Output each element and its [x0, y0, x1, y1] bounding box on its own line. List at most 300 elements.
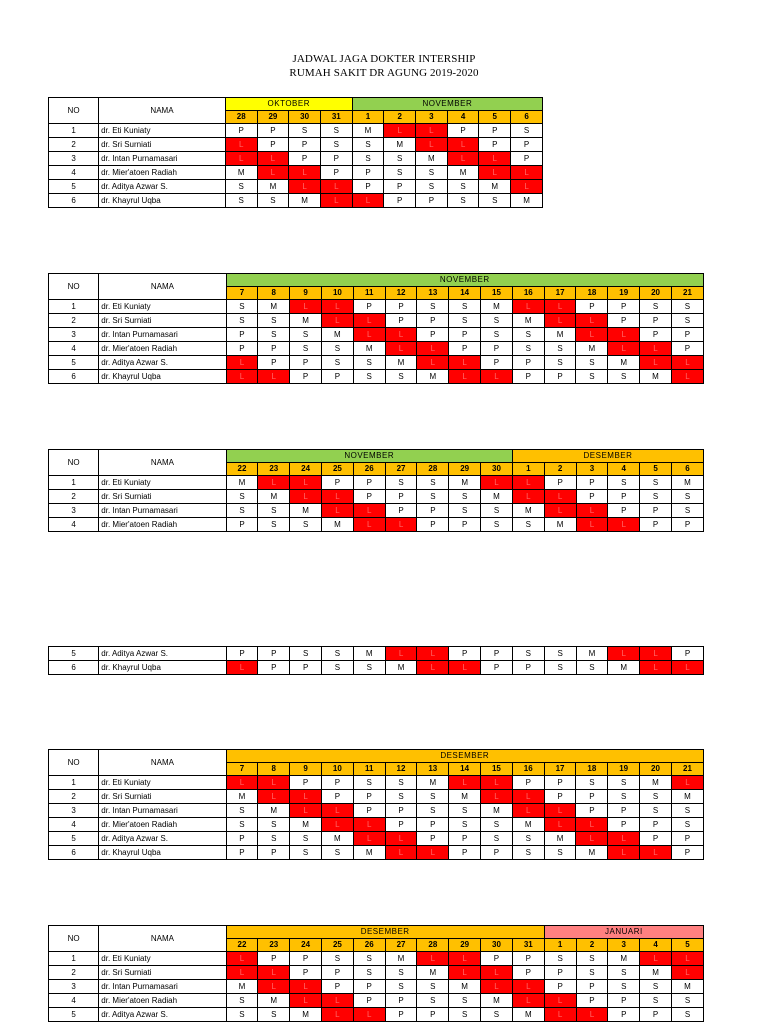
shift-cell: P: [544, 966, 576, 980]
shift-cell: S: [290, 647, 322, 661]
shift-cell: P: [385, 504, 417, 518]
shift-cell: L: [640, 661, 672, 675]
shift-cell: M: [417, 776, 449, 790]
shift-cell: L: [417, 356, 449, 370]
shift-cell: S: [384, 152, 416, 166]
shift-cell: P: [225, 124, 257, 138]
shift-cell: S: [481, 504, 513, 518]
month-header: DESEMBER: [226, 926, 544, 939]
shift-cell: S: [226, 490, 258, 504]
schedule-table-2: [48, 273, 704, 384]
shift-cell: S: [544, 952, 576, 966]
shift-cell: L: [225, 152, 257, 166]
day-header: 23: [258, 939, 290, 952]
shift-cell: M: [576, 846, 608, 860]
shift-cell: P: [512, 952, 544, 966]
shift-cell: P: [479, 138, 511, 152]
day-header: 29: [449, 939, 481, 952]
shift-cell: L: [321, 1008, 353, 1022]
shift-cell: M: [226, 980, 258, 994]
shift-cell: P: [511, 138, 543, 152]
shift-cell: S: [544, 342, 576, 356]
day-header: 24: [290, 463, 322, 476]
shift-cell: M: [479, 180, 511, 194]
shift-cell: S: [671, 1008, 703, 1022]
table-row: [49, 504, 704, 518]
table-row: [49, 194, 543, 208]
shift-cell: L: [353, 518, 385, 532]
table-row: [49, 818, 704, 832]
table-row: [49, 832, 704, 846]
shift-cell: P: [640, 832, 672, 846]
day-header: 10: [321, 763, 353, 776]
day-header: 6: [671, 463, 703, 476]
shift-cell: S: [608, 476, 640, 490]
shift-cell: L: [416, 138, 448, 152]
doctor-name: dr. Mier'atoen Radiah: [99, 818, 226, 832]
shift-cell: S: [608, 790, 640, 804]
shift-cell: M: [481, 300, 513, 314]
shift-cell: L: [449, 356, 481, 370]
shift-cell: M: [512, 818, 544, 832]
schedule-table-3-continued: [48, 646, 704, 675]
day-header: 17: [544, 287, 576, 300]
doctor-name: dr. Intan Purnamasari: [99, 980, 226, 994]
shift-cell: L: [512, 994, 544, 1008]
shift-cell: P: [449, 518, 481, 532]
day-header: 19: [608, 763, 640, 776]
shift-cell: L: [449, 370, 481, 384]
day-header: 15: [481, 287, 513, 300]
shift-cell: M: [321, 832, 353, 846]
shift-cell: P: [352, 166, 384, 180]
shift-cell: S: [226, 804, 258, 818]
shift-cell: L: [226, 966, 258, 980]
day-header: 1: [544, 939, 576, 952]
shift-cell: S: [385, 370, 417, 384]
shift-cell: P: [226, 832, 258, 846]
shift-cell: L: [226, 776, 258, 790]
shift-cell: M: [671, 476, 703, 490]
shift-cell: L: [640, 647, 672, 661]
day-header: 24: [290, 939, 322, 952]
row-number: 4: [49, 994, 99, 1008]
table-row: [49, 166, 543, 180]
shift-cell: P: [640, 314, 672, 328]
day-header: 30: [481, 463, 513, 476]
shift-cell: L: [385, 846, 417, 860]
shift-cell: L: [258, 966, 290, 980]
shift-cell: L: [512, 300, 544, 314]
shift-cell: S: [671, 490, 703, 504]
shift-cell: S: [353, 776, 385, 790]
day-header: 1: [512, 463, 544, 476]
shift-cell: L: [512, 804, 544, 818]
shift-cell: L: [449, 966, 481, 980]
shift-cell: P: [258, 846, 290, 860]
shift-cell: M: [671, 980, 703, 994]
day-header: 4: [608, 463, 640, 476]
shift-cell: M: [290, 818, 322, 832]
shift-cell: L: [481, 370, 513, 384]
shift-cell: P: [385, 1008, 417, 1022]
shift-cell: L: [511, 180, 543, 194]
shift-cell: S: [226, 504, 258, 518]
shift-cell: L: [608, 647, 640, 661]
shift-cell: L: [576, 1008, 608, 1022]
shift-cell: M: [417, 370, 449, 384]
shift-cell: S: [290, 846, 322, 860]
shift-cell: P: [290, 356, 322, 370]
shift-cell: S: [226, 994, 258, 1008]
shift-cell: L: [322, 490, 354, 504]
shift-cell: L: [481, 980, 513, 994]
shift-cell: S: [449, 300, 481, 314]
month-header: JANUARI: [544, 926, 703, 939]
shift-cell: S: [258, 504, 290, 518]
shift-cell: L: [576, 818, 608, 832]
header-nama: NAMA: [99, 750, 226, 776]
shift-cell: P: [321, 980, 353, 994]
shift-cell: L: [512, 476, 544, 490]
shift-cell: L: [449, 661, 481, 675]
shift-cell: S: [321, 846, 353, 860]
shift-cell: P: [226, 342, 258, 356]
shift-cell: P: [544, 476, 576, 490]
day-header: 29: [257, 111, 289, 124]
doctor-name: dr. Khayrul Uqba: [99, 661, 226, 675]
shift-cell: P: [449, 342, 481, 356]
shift-cell: P: [289, 152, 321, 166]
shift-cell: L: [640, 342, 672, 356]
shift-cell: P: [353, 994, 385, 1008]
day-header: 18: [576, 763, 608, 776]
shift-cell: M: [671, 790, 703, 804]
day-header: 5: [640, 463, 672, 476]
day-header: 2: [384, 111, 416, 124]
shift-cell: M: [322, 518, 354, 532]
shift-cell: L: [671, 356, 703, 370]
shift-cell: P: [640, 518, 672, 532]
month-header: NOVEMBER: [226, 274, 703, 287]
shift-cell: L: [447, 152, 479, 166]
shift-cell: P: [544, 790, 576, 804]
day-header: 26: [353, 463, 385, 476]
shift-cell: L: [416, 124, 448, 138]
shift-cell: L: [321, 804, 353, 818]
month-header: NOVEMBER: [226, 450, 512, 463]
shift-cell: S: [671, 314, 703, 328]
shift-cell: S: [385, 776, 417, 790]
shift-cell: M: [353, 647, 385, 661]
shift-cell: L: [385, 328, 417, 342]
day-header: 31: [512, 939, 544, 952]
table-row: [49, 490, 704, 504]
shift-cell: L: [671, 952, 703, 966]
shift-cell: L: [447, 138, 479, 152]
shift-cell: P: [226, 518, 258, 532]
shift-cell: L: [671, 370, 703, 384]
table-row: [49, 476, 704, 490]
day-header: 4: [447, 111, 479, 124]
day-header: 3: [608, 939, 640, 952]
shift-cell: S: [290, 342, 322, 356]
day-header: 15: [481, 763, 513, 776]
shift-cell: L: [671, 776, 703, 790]
table-row: [49, 370, 704, 384]
shift-cell: P: [511, 152, 543, 166]
shift-cell: P: [608, 300, 640, 314]
shift-cell: P: [417, 328, 449, 342]
doctor-name: dr. Eti Kuniaty: [99, 124, 226, 138]
shift-cell: L: [511, 166, 543, 180]
shift-cell: S: [544, 661, 576, 675]
day-header: 11: [353, 763, 385, 776]
shift-cell: S: [512, 647, 544, 661]
day-header: 12: [385, 763, 417, 776]
month-header-row: [49, 926, 704, 939]
shift-cell: L: [608, 342, 640, 356]
shift-cell: P: [353, 804, 385, 818]
shift-cell: M: [226, 790, 258, 804]
row-number: 6: [49, 370, 99, 384]
shift-cell: M: [544, 832, 576, 846]
shift-cell: P: [384, 194, 416, 208]
shift-cell: M: [258, 490, 290, 504]
shift-cell: M: [447, 166, 479, 180]
page-title-line1: JADWAL JAGA DOKTER INTERSHIP: [292, 53, 476, 65]
schedule-table-1: [48, 97, 543, 208]
shift-cell: S: [385, 476, 417, 490]
shift-cell: L: [671, 661, 703, 675]
shift-cell: P: [512, 356, 544, 370]
shift-cell: M: [353, 846, 385, 860]
shift-cell: P: [608, 804, 640, 818]
shift-cell: P: [322, 476, 354, 490]
doctor-name: dr. Sri Surniati: [99, 966, 226, 980]
day-header: 4: [640, 939, 672, 952]
shift-cell: P: [320, 166, 352, 180]
shift-cell: L: [576, 328, 608, 342]
shift-cell: P: [640, 328, 672, 342]
shift-cell: P: [258, 342, 290, 356]
day-header: 27: [385, 939, 417, 952]
shift-cell: P: [608, 994, 640, 1008]
doctor-name: dr. Aditya Azwar S.: [99, 1008, 226, 1022]
doctor-name: dr. Sri Surniati: [99, 138, 226, 152]
shift-cell: L: [290, 490, 322, 504]
shift-cell: M: [290, 314, 322, 328]
shift-cell: S: [290, 328, 322, 342]
month-header-row: [49, 274, 704, 287]
shift-cell: P: [290, 661, 322, 675]
shift-cell: P: [576, 980, 608, 994]
day-header: 17: [544, 763, 576, 776]
shift-cell: L: [290, 476, 322, 490]
day-header: 6: [511, 111, 543, 124]
header-nama: NAMA: [99, 274, 226, 300]
shift-cell: S: [640, 300, 672, 314]
shift-cell: L: [640, 846, 672, 860]
table-row: [49, 1008, 704, 1022]
shift-cell: S: [321, 342, 353, 356]
shift-cell: P: [449, 647, 481, 661]
day-header: 5: [671, 939, 703, 952]
shift-cell: S: [289, 124, 321, 138]
shift-cell: S: [353, 966, 385, 980]
day-header: 7: [226, 287, 258, 300]
shift-cell: M: [512, 314, 544, 328]
shift-cell: L: [608, 832, 640, 846]
shift-cell: L: [353, 314, 385, 328]
shift-cell: L: [258, 790, 290, 804]
shift-cell: P: [290, 370, 322, 384]
shift-cell: M: [384, 138, 416, 152]
shift-cell: S: [449, 1008, 481, 1022]
doctor-name: dr. Eti Kuniaty: [99, 776, 226, 790]
shift-cell: S: [512, 328, 544, 342]
shift-cell: S: [417, 300, 449, 314]
shift-cell: L: [576, 832, 608, 846]
month-header: NOVEMBER: [352, 98, 542, 111]
shift-cell: L: [353, 818, 385, 832]
day-header: 16: [512, 287, 544, 300]
shift-cell: P: [481, 952, 513, 966]
shift-cell: L: [353, 1008, 385, 1022]
shift-cell: S: [352, 138, 384, 152]
shift-cell: L: [479, 152, 511, 166]
shift-cell: M: [640, 966, 672, 980]
shift-cell: S: [417, 476, 449, 490]
day-header: 1: [352, 111, 384, 124]
doctor-name: dr. Eti Kuniaty: [99, 300, 226, 314]
shift-cell: S: [640, 804, 672, 818]
shift-cell: L: [321, 818, 353, 832]
row-number: 5: [49, 647, 99, 661]
shift-cell: P: [385, 804, 417, 818]
row-number: 3: [49, 804, 99, 818]
doctor-name: dr. Aditya Azwar S.: [99, 647, 226, 661]
shift-cell: L: [290, 804, 322, 818]
shift-cell: L: [226, 661, 258, 675]
shift-cell: P: [576, 300, 608, 314]
row-number: 4: [49, 818, 99, 832]
shift-cell: L: [608, 518, 640, 532]
row-number: 5: [49, 180, 99, 194]
shift-cell: P: [321, 370, 353, 384]
day-header: 21: [671, 287, 703, 300]
day-header: 21: [671, 763, 703, 776]
shift-cell: S: [447, 194, 479, 208]
shift-cell: S: [449, 994, 481, 1008]
shift-cell: S: [385, 790, 417, 804]
shift-cell: M: [226, 476, 258, 490]
shift-cell: S: [671, 504, 703, 518]
shift-cell: L: [544, 994, 576, 1008]
shift-cell: S: [417, 490, 449, 504]
shift-cell: P: [290, 776, 322, 790]
shift-cell: S: [449, 504, 481, 518]
day-header: 22: [226, 463, 258, 476]
shift-cell: S: [576, 776, 608, 790]
table-row: [49, 124, 543, 138]
shift-cell: M: [353, 342, 385, 356]
shift-cell: M: [576, 342, 608, 356]
table-row: [49, 980, 704, 994]
day-header: 16: [512, 763, 544, 776]
shift-cell: M: [257, 180, 289, 194]
shift-cell: P: [257, 124, 289, 138]
shift-cell: S: [608, 776, 640, 790]
doctor-name: dr. Mier'atoen Radiah: [99, 166, 226, 180]
header-no: NO: [49, 450, 99, 476]
shift-cell: S: [576, 356, 608, 370]
shift-cell: L: [671, 966, 703, 980]
shift-cell: M: [449, 476, 481, 490]
shift-cell: P: [385, 818, 417, 832]
shift-cell: S: [258, 818, 290, 832]
shift-cell: P: [226, 846, 258, 860]
table-row: [49, 180, 543, 194]
shift-cell: L: [544, 490, 576, 504]
shift-cell: L: [225, 138, 257, 152]
row-number: 4: [49, 342, 99, 356]
shift-cell: L: [576, 314, 608, 328]
shift-cell: L: [385, 647, 417, 661]
shift-cell: S: [417, 994, 449, 1008]
shift-cell: P: [479, 124, 511, 138]
shift-cell: S: [640, 476, 672, 490]
shift-cell: S: [290, 518, 322, 532]
table-row: [49, 994, 704, 1008]
shift-cell: P: [290, 952, 322, 966]
shift-cell: P: [512, 966, 544, 980]
day-header: 5: [479, 111, 511, 124]
shift-cell: S: [385, 966, 417, 980]
shift-cell: S: [449, 804, 481, 818]
doctor-name: dr. Khayrul Uqba: [99, 846, 226, 860]
row-number: 1: [49, 776, 99, 790]
shift-cell: M: [416, 152, 448, 166]
day-header: 7: [226, 763, 258, 776]
shift-cell: M: [290, 1008, 322, 1022]
shift-cell: S: [290, 832, 322, 846]
shift-cell: S: [352, 152, 384, 166]
shift-cell: L: [449, 776, 481, 790]
day-header: 18: [576, 287, 608, 300]
shift-cell: P: [353, 300, 385, 314]
shift-cell: S: [481, 328, 513, 342]
shift-cell: L: [258, 980, 290, 994]
month-header-row: [49, 450, 704, 463]
shift-cell: S: [576, 661, 608, 675]
shift-cell: L: [322, 504, 354, 518]
shift-cell: P: [352, 180, 384, 194]
row-number: 6: [49, 846, 99, 860]
shift-cell: S: [576, 966, 608, 980]
shift-cell: S: [416, 180, 448, 194]
shift-cell: M: [608, 952, 640, 966]
shift-cell: S: [321, 356, 353, 370]
shift-cell: S: [417, 980, 449, 994]
shift-cell: L: [257, 152, 289, 166]
shift-cell: L: [289, 180, 321, 194]
doctor-name: dr. Khayrul Uqba: [99, 370, 226, 384]
shift-cell: S: [320, 124, 352, 138]
shift-cell: L: [417, 952, 449, 966]
header-no: NO: [49, 926, 99, 952]
shift-cell: S: [671, 300, 703, 314]
